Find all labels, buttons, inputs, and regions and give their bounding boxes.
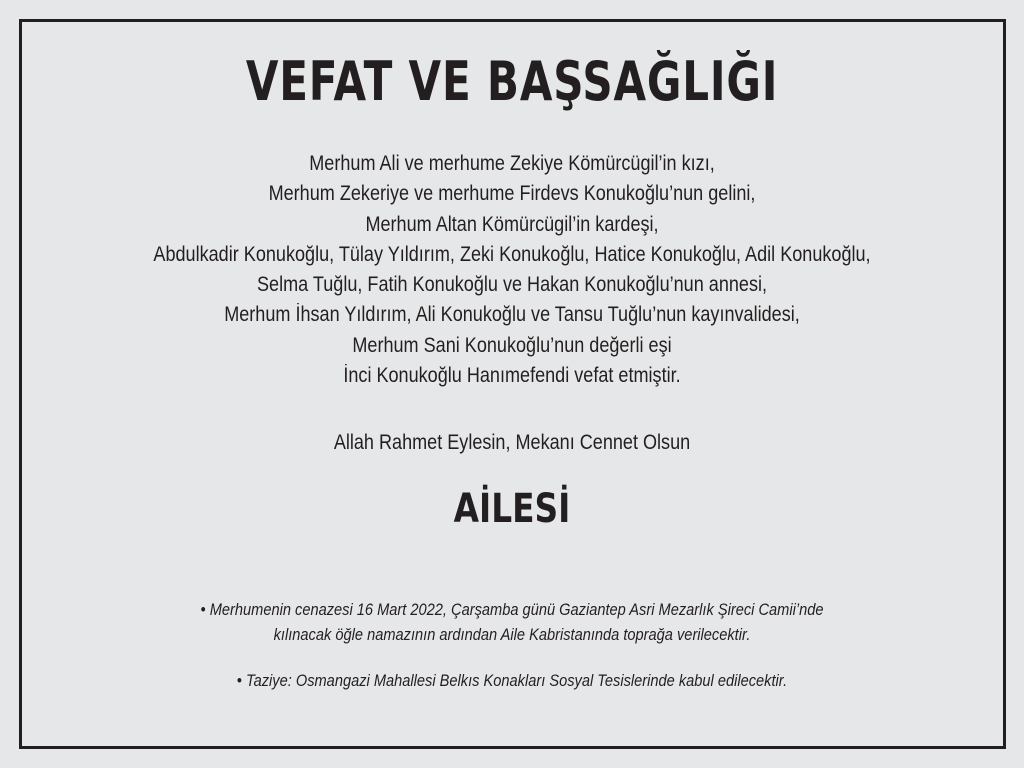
body-line: Merhum Sani Konukoğlu’nun değerli eşi xyxy=(352,333,672,357)
body-line: İnci Konukoğlu Hanımefendi vefat etmiştir. xyxy=(343,364,681,388)
body-line: Merhum Zekeriye ve merhume Firdevs Konukoğlu’nun gelini, xyxy=(268,182,756,206)
body-line: Merhum İhsan Yıldırım, Ali Konukoğlu ve Tansu Tuğlu’nun kayınvalidesi, xyxy=(224,303,800,327)
closing-prayer: Allah Rahmet Eylesin, Mekanı Cennet Olsun xyxy=(333,431,691,454)
note-spacer xyxy=(0,647,1024,668)
page-title: VEFAT VE BAŞSAĞLIĞI xyxy=(245,50,779,113)
body-line: Abdulkadir Konukoğlu, Tülay Yıldırım, Zeki Konukoğlu, Hatice Konukoğlu, Adil Konukoğlu, xyxy=(153,242,871,266)
funeral-note-line: kılınacak öğle namazının ardından Aile Kabristanında toprağa verilecektir. xyxy=(273,625,751,644)
body-line: Merhum Altan Kömürcügil’in kardeşi, xyxy=(365,212,659,236)
condolence-note: • Taziye: Osmangazi Mahallesi Belkıs Konakları Sosyal Tesislerinde kabul edilecektir. xyxy=(236,671,788,690)
body-line: Selma Tuğlu, Fatih Konukoğlu ve Hakan Konukoğlu’nun annesi, xyxy=(256,273,768,297)
signature: AİLESİ xyxy=(453,486,571,532)
announcement-body xyxy=(0,149,1024,391)
funeral-notes xyxy=(0,597,1024,693)
body-line: Merhum Ali ve merhume Zekiye Kömürcügil’in kızı, xyxy=(309,152,715,175)
funeral-note-line: • Merhumenin cenazesi 16 Mart 2022, Çarşamba günü Gaziantep Asri Mezarlık Şireci Camii’nde xyxy=(200,600,824,619)
